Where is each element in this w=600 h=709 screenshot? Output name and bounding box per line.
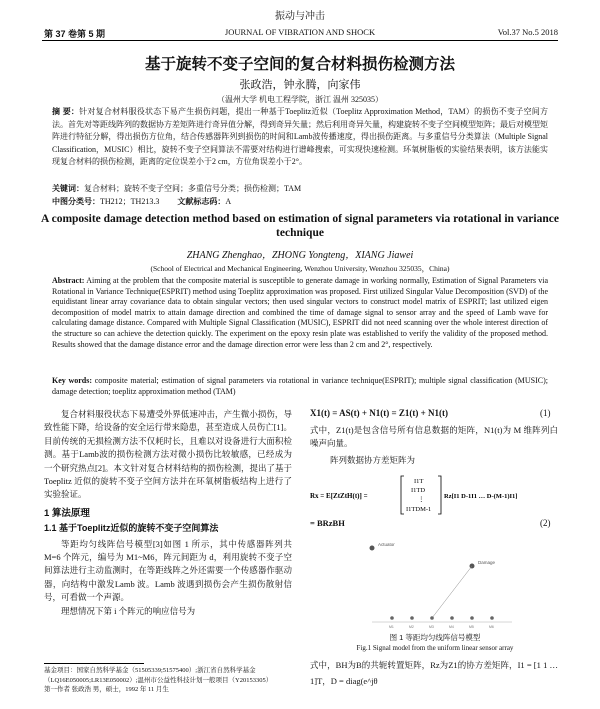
keywords-cn-text: 复合材料；旋转不变子空间；多重信号分类；损伤检测；TAM <box>84 184 302 193</box>
abstract-cn-label: 摘 要： <box>52 107 80 116</box>
sensor-label-m6: M6 <box>489 625 494 629</box>
abstract-en-text: Aiming at the problem that the composite material is susceptible to generate damage in working normally, Estimation of Signal Parameters via Rotational in Variance Technique(ESPRIT) method using Toeplitz approximation was proposed. First utilized Singular Value Decomposition (SVD) of the equidistant linear array covariance data to obtain singular vectors; then used singular vectors to construct model matrix of ESPRIT; last utilized eigen decomposition of model matrix to attain damage direction and combined the time of damage signal to sensor array and the speed of Lamb wave for calculating damage distance. Compared with Multiple Signal Classification (MUSIC), ESPRIT did not need scanning over the whole interest direction of the structure so can achieve the detection quickly. The experiment on the epoxy resin plate was established to verify the validity of the proposed method. Results showed that the damage distance error and the damage direction error were less than 2 cm and 2°, respectively. <box>52 276 549 349</box>
affiliation-cn: （温州大学 机电工程学院，浙江 温州 325035） <box>217 95 383 104</box>
footnote-rule <box>44 663 144 664</box>
journal-name-en: JOURNAL OF VIBRATION AND SHOCK <box>224 27 376 37</box>
covariance-matrix-equation <box>310 470 558 518</box>
equation-2-number: (2) <box>540 518 551 528</box>
actuator-label: Actuator <box>378 542 395 547</box>
keywords-en <box>52 376 548 397</box>
body-paragraph-2: 理想情况下第 i 个阵元的响应信号为 <box>61 605 196 616</box>
damage-label: Damage <box>478 560 496 565</box>
equation-2: = BRzBH <box>310 518 345 528</box>
figure-caption-en: Fig.1 Signal model from the uniform linear sensor array <box>356 644 514 652</box>
sensor-label-m1: M1 <box>389 625 394 629</box>
right-text-3: 式中，BH为B的共轭转置矩阵，Rz为Z1的协方差矩阵，I1 = [1 1 … 1]T，D = diag(e^jθ <box>310 660 558 686</box>
intro-paragraph: 复合材料服役状态下易遭受外界低速冲击，产生微小损伤，导致性能下降，给设备的安全运行带来隐患，甚至造成人员伤亡[1]。目前传统的无损检测方法不仅耗时长，且难以对设备进行大面积检测。基于Lamb波的损伤检测方法对微小损伤比较敏感，已经成为一个研究热点[2]。本文针对复合材料结构的损伤检测，提出了基于 Toeplitz 近似的旋转不变子空间方法并在环氧树脂板结构上进行了实验验证。 <box>44 409 292 500</box>
keywords-cn <box>52 183 548 196</box>
body-paragraph-1: 等距均匀线阵信号模型[3]如图 1 所示，其中传感器阵列共 M=6 个阵元，编号为 M1~M6，阵元间距为 d，利用旋转不变子空间算法进行主动监测时，在等距线阵之外还需要一个传感器作驱动器，向结构中激发Lamb 波。Lamb 波遇到损伤会产生损伤散射信号，可看做一个声源。 <box>44 538 292 603</box>
matrix-row: Rz[I1 D-1I1 … D-(M-1)I1] <box>444 493 518 500</box>
classification-cn <box>52 196 548 209</box>
footnote: 基金项目：国家自然科学基金（51505339;51575400）;浙江省自然科学基金（LQ16E050005;LR13E050002）;温州市公益性科技计划一般项目（Y20153305） 第一作者 张政浩 男，硕士，1992 年 11 月生 <box>44 667 273 693</box>
clc-value: TH212；TH213.3 <box>100 197 160 206</box>
paper-title-en: A composite damage detection method based on estimation of signal parameters via rotational in variance technique <box>41 213 559 239</box>
matrix-col-row-1: I1T <box>414 478 424 485</box>
wave-path-line <box>432 566 472 618</box>
matrix-col-row-3: ⋮ <box>418 496 425 503</box>
right-text-2: 阵列数据协方差矩阵为 <box>330 455 416 465</box>
matrix-col-row-2: I1TD <box>411 487 426 494</box>
doc-code-label: 文献标志码： <box>177 197 226 206</box>
equation-1: X1(t) = AS(t) + N1(t) = Z1(t) + N1(t) <box>310 408 448 418</box>
volume-issue-cn: 第 37 卷第 5 期 <box>44 29 106 39</box>
abstract-en <box>52 276 548 350</box>
abstract-cn-text: 针对复合材料服役状态下易产生损伤问题，提出一种基于Toeplitz近似（Toeplitz Approximation Method，TAM）的损伤不变子空间方法。首先对等距线阵列的数据协方差矩阵进行奇异值分解，得到奇异矢量；然后利用奇异矢量，构建旋转不变子空间模型矩阵；最后对模型矩阵进行特征分解，得出损伤方位角，结合传感器阵列到损伤的时间和Lamb波传播速度，得出损伤距离。与多重信号分类算法（Multiple Signal Classification，MUSIC）相比，旋转不变子空间算法不需要对结构进行谱峰搜索，可实现快速检测。环氧树脂板的实验结果表明，该方法能实现复合材料的损伤检测，距离的定位误差小于2 cm，方位角误差小于2°。 <box>52 107 548 166</box>
matrix-lhs: Rx = E[ZtZtH(t)] = <box>310 492 368 500</box>
sensor-m4 <box>450 616 454 620</box>
section-heading-1: 1 算法原理 <box>44 507 90 519</box>
journal-name-cn: 振动与冲击 <box>275 11 325 22</box>
volume-issue-en: Vol.37 No.5 2018 <box>497 27 558 37</box>
paper-title-cn: 基于旋转不变子空间的复合材料损伤检测方法 <box>144 56 455 73</box>
sensor-m2 <box>410 616 414 620</box>
abstract-cn <box>52 106 548 169</box>
sensor-label-m4: M4 <box>449 625 454 629</box>
matrix-col-row-4: I1TDM-1 <box>406 506 432 513</box>
keywords-en-label: Key words: <box>52 376 93 385</box>
section-heading-1-1: 1.1 基于Toeplitz近似的旋转不变子空间算法 <box>44 523 219 534</box>
actuator-marker <box>370 546 375 551</box>
figure-1-signal-model <box>312 530 552 630</box>
sensor-m1 <box>390 616 394 620</box>
clc-label: 中图分类号： <box>52 197 100 206</box>
right-text-1: 式中，Z1(t)是包含信号所有信息数据的矩阵，N1(t)为 M 维阵列白噪声向量。 <box>310 425 558 449</box>
body-left-column <box>44 408 292 618</box>
header-rule <box>42 40 558 41</box>
sensor-label-m5: M5 <box>469 625 474 629</box>
sensor-m6 <box>490 616 494 620</box>
sensor-m3 <box>430 616 434 620</box>
sensor-label-m3: M3 <box>429 625 434 629</box>
keywords-cn-label: 关键词： <box>52 184 84 193</box>
authors-en: ZHANG Zhenghao，ZHONG Yongteng，XIANG Jiawei <box>186 250 414 261</box>
figure-caption-cn: 图 1 等距均匀线阵信号模型 <box>389 633 481 642</box>
sensor-array <box>390 616 494 620</box>
keywords-en-text: composite material; estimation of signal parameters via rotational in variance technique(ESPRIT); multiple signal classification (MUSIC); damage detection; toeplitz approximation method (TAM) <box>52 376 549 396</box>
equation-1-number: (1) <box>540 408 551 418</box>
abstract-en-label: Abstract: <box>52 276 85 285</box>
sensor-label-m2: M2 <box>409 625 414 629</box>
doc-code-value: A <box>225 197 232 206</box>
affiliation-en: (School of Electrical and Mechanical Engineering, Wenzhou University, Wenzhou 325035，China) <box>150 264 450 273</box>
sensor-m5 <box>470 616 474 620</box>
authors-cn: 张政浩，钟永腾，向家伟 <box>239 79 361 91</box>
